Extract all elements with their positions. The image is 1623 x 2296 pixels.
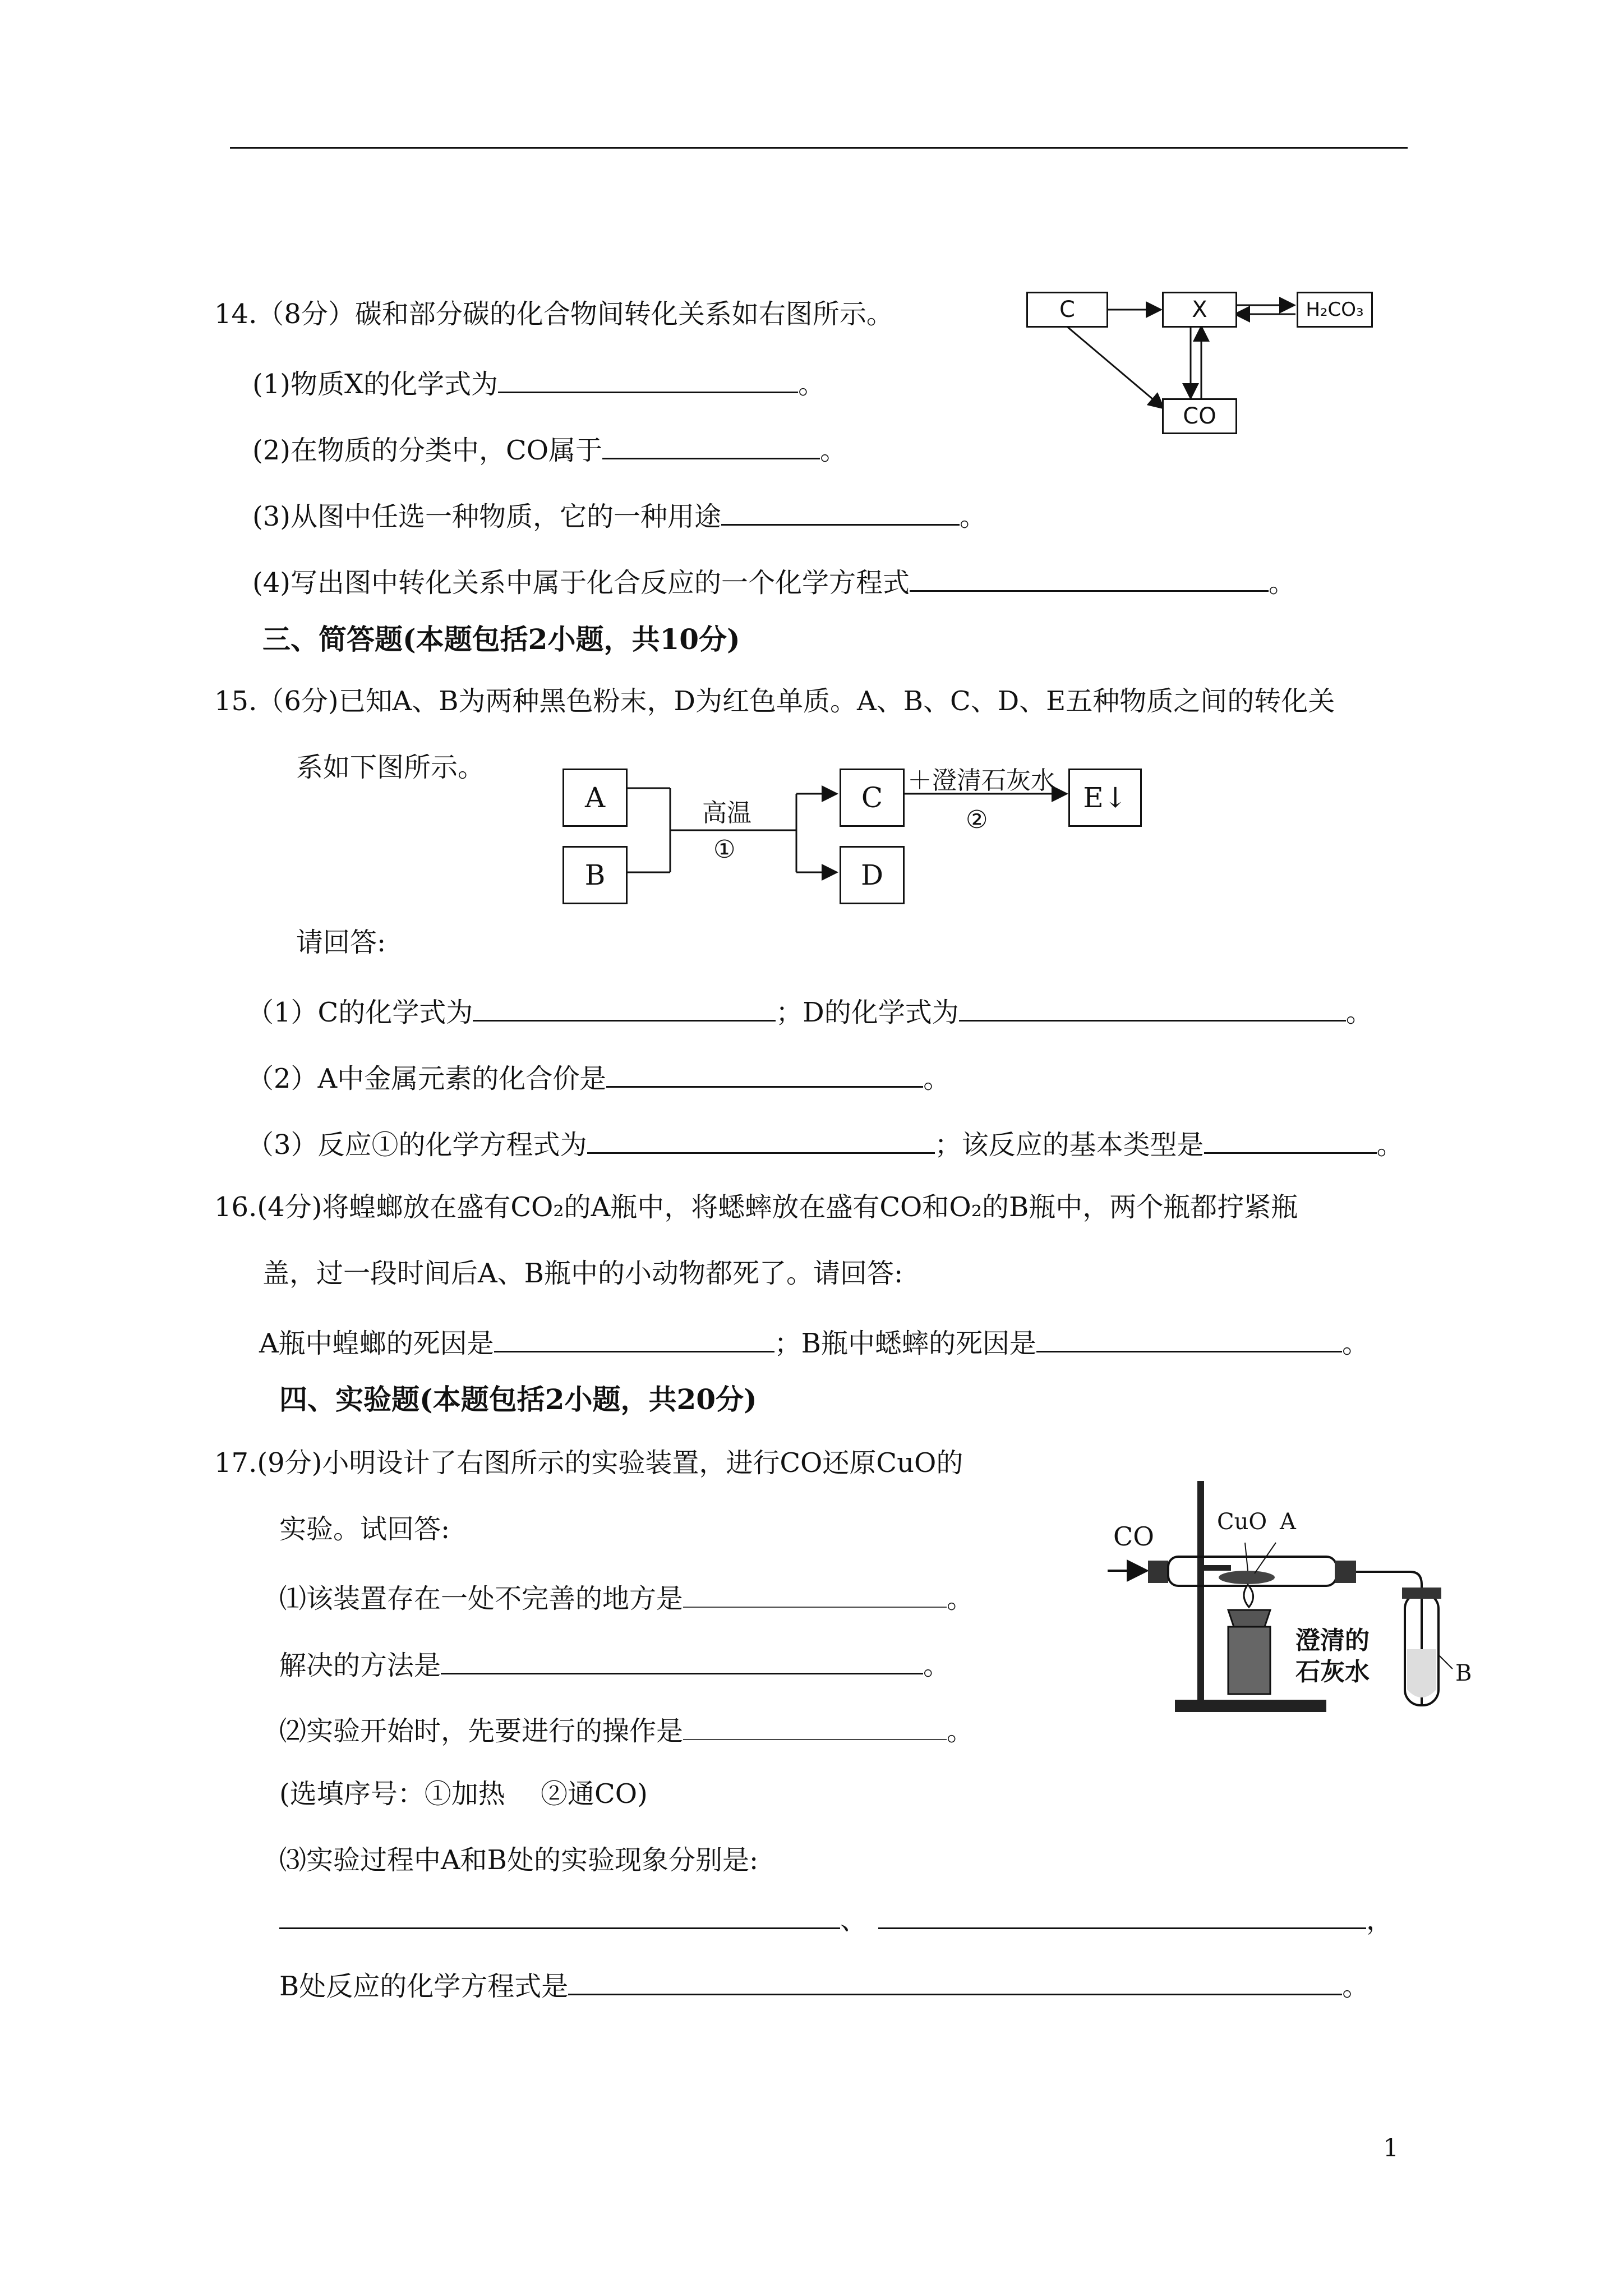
q17-part4: B处反应的化学方程式是 。 bbox=[279, 1966, 1369, 2003]
node-c: C bbox=[1026, 292, 1108, 328]
q17-part1: ⑴该装置存在一处不完善的地方是 。 bbox=[279, 1579, 974, 1616]
node-h2co3: H₂CO₃ bbox=[1297, 292, 1373, 328]
q17-answer-b-equation[interactable] bbox=[568, 1966, 1342, 1995]
q17-answer-first-step[interactable] bbox=[683, 1711, 947, 1740]
reaction2-number: ② bbox=[966, 806, 988, 834]
q15-part2: （2）A中金属元素的化合价是 。 bbox=[247, 1058, 950, 1096]
q15-part1: （1）C的化学式为 ；D的化学式为 。 bbox=[247, 992, 1373, 1029]
q14-answer-2[interactable] bbox=[602, 430, 820, 459]
q16-answer-b[interactable] bbox=[1036, 1323, 1342, 1352]
q15-stem-line1: 15.（6分)已知A、B为两种黑色粉末，D为红色单质。A、B、C、D、E五种物质之间的转化关 bbox=[214, 685, 1335, 717]
q17-stem-line1: 17.(9分)小明设计了右图所示的实验装置，进行CO还原CuO的 bbox=[214, 1447, 963, 1479]
node-a: A bbox=[562, 769, 628, 827]
node-c2: C bbox=[840, 769, 905, 827]
section-3-heading: 三、简答题(本题包括2小题，共10分) bbox=[262, 623, 740, 656]
q14-part4: (4)写出图中转化关系中属于化合反应的一个化学方程式 。 bbox=[252, 562, 1295, 600]
q14-answer-3[interactable] bbox=[721, 496, 960, 526]
q15-answer-type[interactable] bbox=[1204, 1124, 1377, 1154]
page-number: 1 bbox=[1383, 2134, 1399, 2162]
q14-part1: (1)物质X的化学式为 。 bbox=[252, 364, 825, 401]
node-d: D bbox=[840, 846, 905, 904]
q16-stem-line1: 16.(4分)将蝗螂放在盛有CO₂的A瓶中，将蟋蟀放在盛有CO和O₂的B瓶中，两个瓶都拧紧瓶 bbox=[214, 1191, 1298, 1223]
apparatus-illustration bbox=[1108, 1458, 1472, 1739]
apparatus-label-b: B bbox=[1455, 1660, 1472, 1686]
q15-answer-equation[interactable] bbox=[587, 1124, 935, 1154]
q17-phenomena-line: 、 ， bbox=[279, 1899, 1393, 1937]
section-4-heading: 四、实验题(本题包括2小题，共20分) bbox=[279, 1383, 757, 1416]
q15-answer-valence[interactable] bbox=[606, 1058, 923, 1088]
q16-answer-a[interactable] bbox=[494, 1323, 774, 1352]
q17-part2-note: (选填序号：①加热 ②通CO) bbox=[279, 1778, 648, 1810]
node-b: B bbox=[562, 846, 628, 904]
node-co: CO bbox=[1162, 398, 1237, 434]
q15-prompt: 请回答: bbox=[296, 927, 386, 958]
q17-stem-line2: 实验。试回答: bbox=[279, 1513, 450, 1545]
q15-stem-line2: 系如下图所示。 bbox=[296, 752, 485, 783]
q17-part1b: 解决的方法是 。 bbox=[279, 1645, 950, 1682]
q16-answer-line: A瓶中蝗螂的死因是 ；B瓶中蟋蟀的死因是 。 bbox=[259, 1323, 1369, 1360]
header-rule bbox=[230, 147, 1408, 149]
q14-part2: (2)在物质的分类中，CO属于 。 bbox=[252, 430, 847, 467]
apparatus-label-limewater-2: 石灰水 bbox=[1295, 1658, 1370, 1686]
q14-answer-1[interactable] bbox=[498, 364, 798, 393]
apparatus-label-limewater-1: 澄清的 bbox=[1295, 1626, 1370, 1655]
q17-answer-fix[interactable] bbox=[441, 1645, 923, 1674]
q16-stem-line2: 盖，过一段时间后A、B瓶中的小动物都死了。请回答: bbox=[262, 1258, 903, 1289]
q17-answer-defect[interactable] bbox=[683, 1579, 947, 1608]
apparatus-label-co: CO bbox=[1113, 1521, 1154, 1552]
apparatus-label-a: A bbox=[1280, 1509, 1296, 1535]
q15-answer-d[interactable] bbox=[959, 992, 1346, 1022]
apparatus-label-cuo: CuO bbox=[1217, 1509, 1267, 1535]
q17-part2: ⑵实验开始时，先要进行的操作是 。 bbox=[279, 1711, 974, 1748]
node-e: E↓ bbox=[1068, 769, 1142, 827]
reaction2-condition: ＋澄清石灰水 bbox=[907, 766, 1055, 795]
q14-part3: (3)从图中任选一种物质，它的一种用途 。 bbox=[252, 496, 986, 533]
reaction1-condition: 高温 bbox=[702, 799, 751, 827]
q14-stem: 14.（8分）碳和部分碳的化合物间转化关系如右图所示。 bbox=[214, 298, 893, 330]
node-x: X bbox=[1162, 292, 1237, 328]
q15-part3: （3）反应①的化学方程式为 ；该反应的基本类型是 。 bbox=[247, 1124, 1404, 1162]
q17-answer-phenomenon-b[interactable] bbox=[878, 1899, 1366, 1929]
q17-part3: ⑶实验过程中A和B处的实验现象分别是: bbox=[279, 1844, 759, 1876]
q14-answer-4[interactable] bbox=[910, 562, 1269, 592]
q15-answer-c[interactable] bbox=[473, 992, 776, 1022]
q17-answer-phenomenon-a[interactable] bbox=[279, 1899, 840, 1929]
reaction1-number: ① bbox=[713, 835, 736, 864]
